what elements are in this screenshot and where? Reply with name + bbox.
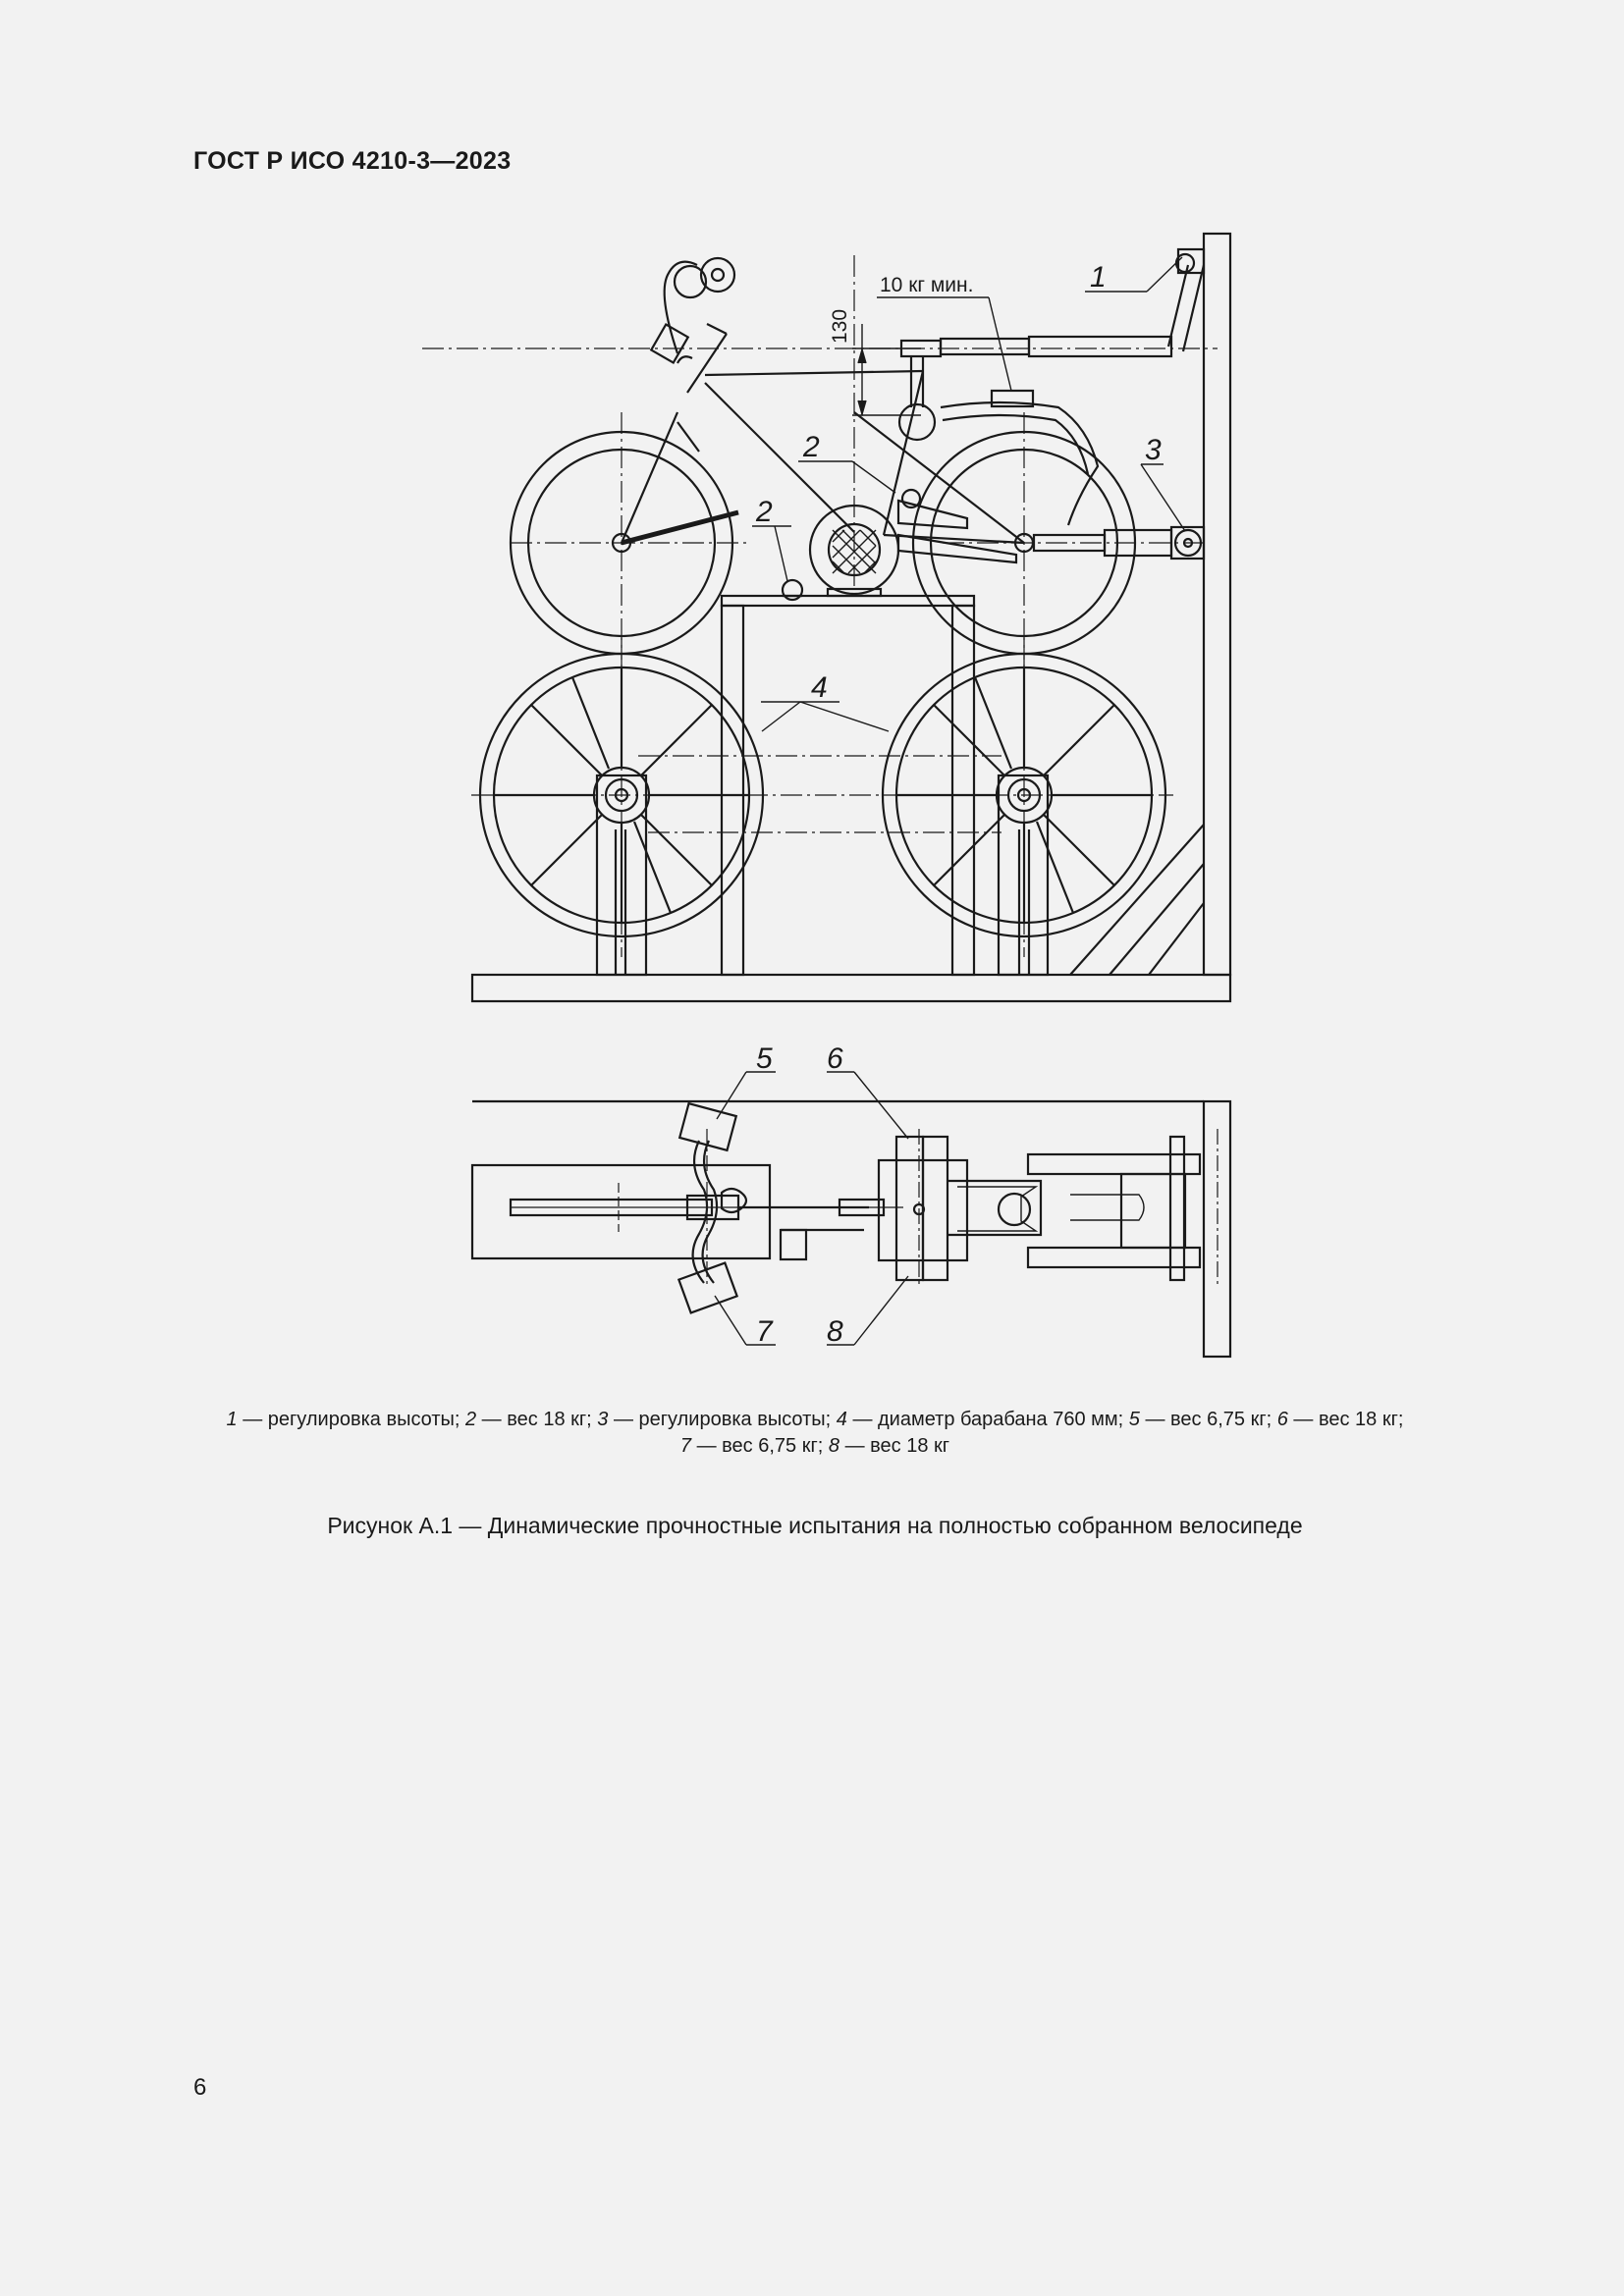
callout-2b: 2 <box>756 496 773 528</box>
legend-num: 5 <box>1128 1409 1140 1430</box>
legend-text: — вес 18 кг; <box>476 1409 598 1430</box>
callout-3: 3 <box>1145 434 1162 466</box>
callout-8: 8 <box>827 1315 843 1348</box>
weight-label: 10 кг мин. <box>880 274 974 296</box>
legend-text: — регулировка высоты; <box>237 1409 465 1430</box>
diagonal-braces <box>1070 825 1204 975</box>
legend-num: 3 <box>597 1409 609 1430</box>
legend-num: 1 <box>226 1409 238 1430</box>
base-plate <box>472 975 1230 1001</box>
center-table <box>722 596 974 975</box>
dimension-130-label: 130 <box>829 308 851 344</box>
legend-num: 2 <box>465 1409 477 1430</box>
callout-4: 4 <box>811 671 828 704</box>
top-view <box>472 1101 1230 1357</box>
legend-text: — диаметр барабана 760 мм; <box>846 1409 1129 1430</box>
mass-18kg-left <box>783 580 802 600</box>
legend-line-1 <box>177 1407 1453 1433</box>
front-wheel <box>511 432 738 654</box>
standard-header: ГОСТ Р ИСО 4210-3—2023 <box>193 147 512 175</box>
height-adjust-arm-top <box>941 249 1204 356</box>
legend-num: 7 <box>679 1435 692 1457</box>
callout-1: 1 <box>1090 261 1107 294</box>
callout-7: 7 <box>756 1315 773 1348</box>
bicycle-frame <box>622 258 1024 543</box>
vertical-column <box>1204 234 1230 975</box>
figure-legend <box>177 1407 1453 1460</box>
saddle-and-rack <box>899 341 1098 525</box>
legend-text: — вес 6,75 кг; <box>1139 1409 1277 1430</box>
legend-text: — вес 6,75 кг; <box>691 1435 829 1457</box>
page-number: 6 <box>193 2074 207 2101</box>
legend-text: — вес 18 кг <box>839 1435 950 1457</box>
drum-stands <box>597 775 1048 975</box>
callout-6: 6 <box>827 1042 843 1075</box>
legend-num: 8 <box>828 1435 840 1457</box>
legend-text: — регулировка высоты; <box>608 1409 837 1430</box>
weight-leader <box>877 297 1011 391</box>
legend-text: — вес 18 кг; <box>1287 1409 1404 1430</box>
callout-5: 5 <box>756 1042 773 1075</box>
legend-line-2 <box>177 1433 1453 1460</box>
legend-num: 4 <box>836 1409 847 1430</box>
figure-caption: Рисунок А.1 — Динамические прочностные испытания на полностью собранном велосипеде <box>327 1513 1303 1538</box>
legend-num: 6 <box>1276 1409 1288 1430</box>
callout-2a: 2 <box>803 431 820 463</box>
